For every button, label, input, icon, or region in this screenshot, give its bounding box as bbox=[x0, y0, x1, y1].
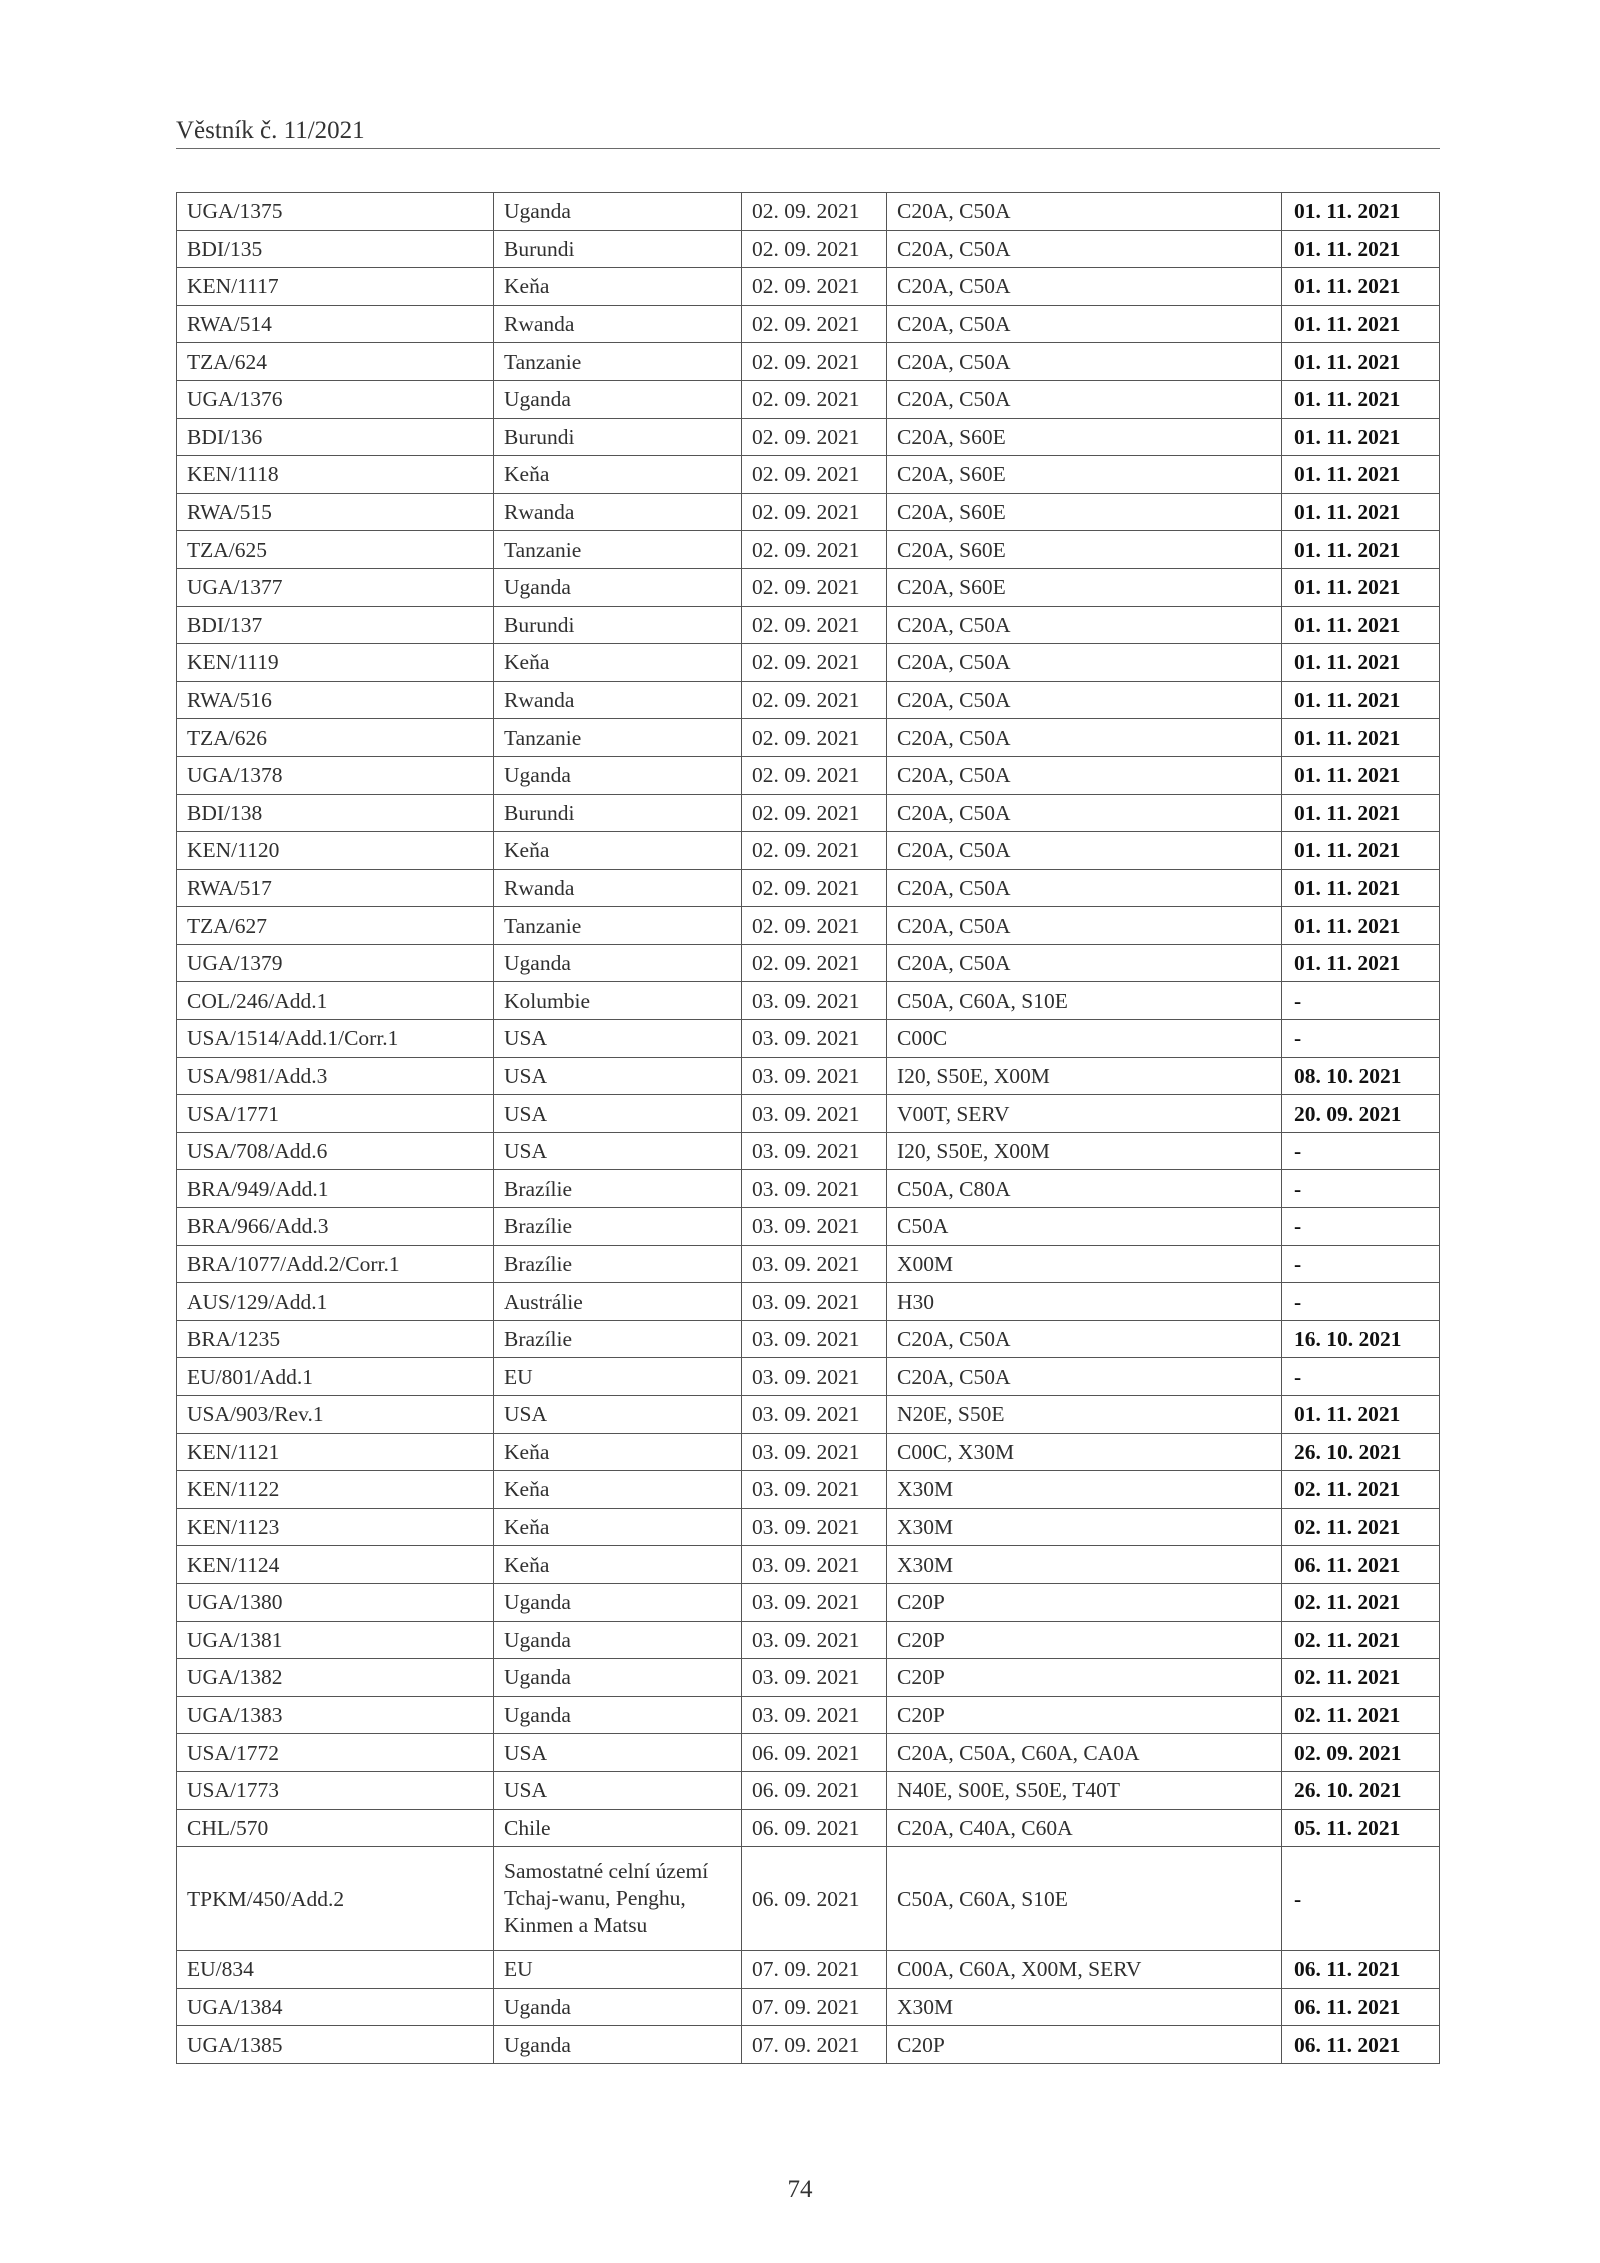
table-row bbox=[177, 1057, 1440, 1095]
country-cell: Uganda bbox=[494, 1696, 742, 1734]
category-code-cell: C20P bbox=[887, 1659, 1282, 1697]
category-code-cell: C50A, C60A, S10E bbox=[887, 1847, 1282, 1951]
category-code-cell: C20A, C50A bbox=[887, 756, 1282, 794]
country-cell: Keňa bbox=[494, 268, 742, 306]
page-number: 74 bbox=[787, 2176, 813, 2203]
notification-date-cell: 03. 09. 2021 bbox=[742, 1583, 887, 1621]
table-row bbox=[177, 1020, 1440, 1058]
category-code-cell: V00T, SERV bbox=[887, 1095, 1282, 1133]
table-row bbox=[177, 531, 1440, 569]
category-code-cell: C50A bbox=[887, 1208, 1282, 1246]
document-code-cell: KEN/1123 bbox=[177, 1508, 494, 1546]
document-code-cell: TZA/624 bbox=[177, 343, 494, 381]
table-row bbox=[177, 944, 1440, 982]
table-row bbox=[177, 1771, 1440, 1809]
country-cell: Chile bbox=[494, 1809, 742, 1847]
document-code-cell: UGA/1380 bbox=[177, 1583, 494, 1621]
country-cell: Rwanda bbox=[494, 869, 742, 907]
comment-deadline-cell: - bbox=[1282, 1170, 1440, 1208]
country-cell: Samostatné celní území Tchaj-wanu, Penghu, Kinmen a Matsu bbox=[494, 1847, 742, 1951]
comment-deadline-cell: 01. 11. 2021 bbox=[1282, 418, 1440, 456]
table-row bbox=[177, 1659, 1440, 1697]
comment-deadline-cell: 01. 11. 2021 bbox=[1282, 794, 1440, 832]
category-code-cell: C50A, C60A, S10E bbox=[887, 982, 1282, 1020]
document-code-cell: USA/1514/Add.1/Corr.1 bbox=[177, 1020, 494, 1058]
document-code-cell: BRA/1235 bbox=[177, 1320, 494, 1358]
category-code-cell: I20, S50E, X00M bbox=[887, 1057, 1282, 1095]
country-cell: Keňa bbox=[494, 1471, 742, 1509]
country-cell: Keňa bbox=[494, 1546, 742, 1584]
country-cell: Keňa bbox=[494, 456, 742, 494]
table-row bbox=[177, 1508, 1440, 1546]
country-cell: Uganda bbox=[494, 193, 742, 231]
category-code-cell: C20P bbox=[887, 1621, 1282, 1659]
table-row bbox=[177, 719, 1440, 757]
comment-deadline-cell: 01. 11. 2021 bbox=[1282, 456, 1440, 494]
category-code-cell: X30M bbox=[887, 1988, 1282, 2026]
notification-date-cell: 03. 09. 2021 bbox=[742, 1471, 887, 1509]
category-code-cell: X30M bbox=[887, 1508, 1282, 1546]
country-cell: Tanzanie bbox=[494, 907, 742, 945]
table-row bbox=[177, 568, 1440, 606]
comment-deadline-cell: 01. 11. 2021 bbox=[1282, 230, 1440, 268]
table-row bbox=[177, 1734, 1440, 1772]
notification-date-cell: 03. 09. 2021 bbox=[742, 1546, 887, 1584]
table-row bbox=[177, 1320, 1440, 1358]
table-row bbox=[177, 1988, 1440, 2026]
comment-deadline-cell: 01. 11. 2021 bbox=[1282, 1396, 1440, 1434]
document-code-cell: UGA/1375 bbox=[177, 193, 494, 231]
comment-deadline-cell: - bbox=[1282, 1358, 1440, 1396]
table-row bbox=[177, 606, 1440, 644]
notification-date-cell: 07. 09. 2021 bbox=[742, 2026, 887, 2064]
table-row bbox=[177, 418, 1440, 456]
notification-date-cell: 03. 09. 2021 bbox=[742, 1696, 887, 1734]
category-code-cell: C00A, C60A, X00M, SERV bbox=[887, 1951, 1282, 1989]
notification-date-cell: 02. 09. 2021 bbox=[742, 343, 887, 381]
notification-date-cell: 02. 09. 2021 bbox=[742, 418, 887, 456]
notification-date-cell: 02. 09. 2021 bbox=[742, 907, 887, 945]
document-code-cell: UGA/1383 bbox=[177, 1696, 494, 1734]
comment-deadline-cell: 01. 11. 2021 bbox=[1282, 907, 1440, 945]
document-code-cell: BDI/136 bbox=[177, 418, 494, 456]
notification-date-cell: 02. 09. 2021 bbox=[742, 230, 887, 268]
notification-date-cell: 02. 09. 2021 bbox=[742, 380, 887, 418]
country-cell: USA bbox=[494, 1396, 742, 1434]
category-code-cell: C20A, C50A bbox=[887, 907, 1282, 945]
country-cell: Uganda bbox=[494, 1659, 742, 1697]
comment-deadline-cell: - bbox=[1282, 1132, 1440, 1170]
table-row bbox=[177, 982, 1440, 1020]
table-row bbox=[177, 1951, 1440, 1989]
comment-deadline-cell: 02. 09. 2021 bbox=[1282, 1734, 1440, 1772]
table-row bbox=[177, 869, 1440, 907]
document-code-cell: TZA/627 bbox=[177, 907, 494, 945]
category-code-cell: C00C bbox=[887, 1020, 1282, 1058]
category-code-cell: C20A, C50A bbox=[887, 1358, 1282, 1396]
country-cell: USA bbox=[494, 1132, 742, 1170]
notification-date-cell: 02. 09. 2021 bbox=[742, 531, 887, 569]
country-cell: Brazílie bbox=[494, 1208, 742, 1246]
notification-table-body bbox=[177, 193, 1440, 2064]
notification-date-cell: 03. 09. 2021 bbox=[742, 1283, 887, 1321]
category-code-cell: X00M bbox=[887, 1245, 1282, 1283]
document-code-cell: USA/708/Add.6 bbox=[177, 1132, 494, 1170]
category-code-cell: C00C, X30M bbox=[887, 1433, 1282, 1471]
comment-deadline-cell: 01. 11. 2021 bbox=[1282, 193, 1440, 231]
country-cell: Uganda bbox=[494, 756, 742, 794]
category-code-cell: C20A, C50A bbox=[887, 719, 1282, 757]
document-code-cell: TZA/625 bbox=[177, 531, 494, 569]
country-cell: USA bbox=[494, 1057, 742, 1095]
notification-date-cell: 02. 09. 2021 bbox=[742, 794, 887, 832]
comment-deadline-cell: 01. 11. 2021 bbox=[1282, 493, 1440, 531]
notification-date-cell: 03. 09. 2021 bbox=[742, 1659, 887, 1697]
document-code-cell: BDI/137 bbox=[177, 606, 494, 644]
notification-date-cell: 02. 09. 2021 bbox=[742, 681, 887, 719]
comment-deadline-cell: - bbox=[1282, 1245, 1440, 1283]
table-row bbox=[177, 1095, 1440, 1133]
country-cell: EU bbox=[494, 1951, 742, 1989]
table-row bbox=[177, 230, 1440, 268]
document-code-cell: UGA/1381 bbox=[177, 1621, 494, 1659]
category-code-cell: C20A, S60E bbox=[887, 418, 1282, 456]
document-code-cell: UGA/1384 bbox=[177, 1988, 494, 2026]
notification-date-cell: 02. 09. 2021 bbox=[742, 493, 887, 531]
document-code-cell: BDI/135 bbox=[177, 230, 494, 268]
country-cell: Rwanda bbox=[494, 305, 742, 343]
notification-date-cell: 02. 09. 2021 bbox=[742, 869, 887, 907]
country-cell: Brazílie bbox=[494, 1320, 742, 1358]
table-row bbox=[177, 305, 1440, 343]
category-code-cell: C20A, C50A bbox=[887, 230, 1282, 268]
country-cell: Burundi bbox=[494, 230, 742, 268]
notification-date-cell: 02. 09. 2021 bbox=[742, 832, 887, 870]
country-cell: Keňa bbox=[494, 1433, 742, 1471]
document-code-cell: BRA/1077/Add.2/Corr.1 bbox=[177, 1245, 494, 1283]
table-row bbox=[177, 1132, 1440, 1170]
table-row bbox=[177, 1847, 1440, 1951]
document-code-cell: EU/834 bbox=[177, 1951, 494, 1989]
notification-date-cell: 06. 09. 2021 bbox=[742, 1734, 887, 1772]
country-cell: Rwanda bbox=[494, 493, 742, 531]
notification-date-cell: 02. 09. 2021 bbox=[742, 456, 887, 494]
document-code-cell: USA/903/Rev.1 bbox=[177, 1396, 494, 1434]
notification-date-cell: 03. 09. 2021 bbox=[742, 982, 887, 1020]
category-code-cell: N20E, S50E bbox=[887, 1396, 1282, 1434]
comment-deadline-cell: 01. 11. 2021 bbox=[1282, 832, 1440, 870]
country-cell: Uganda bbox=[494, 568, 742, 606]
comment-deadline-cell: 02. 11. 2021 bbox=[1282, 1583, 1440, 1621]
comment-deadline-cell: 06. 11. 2021 bbox=[1282, 2026, 1440, 2064]
notification-date-cell: 06. 09. 2021 bbox=[742, 1847, 887, 1951]
notification-date-cell: 07. 09. 2021 bbox=[742, 1988, 887, 2026]
category-code-cell: C20A, C50A bbox=[887, 869, 1282, 907]
country-cell: USA bbox=[494, 1020, 742, 1058]
comment-deadline-cell: 02. 11. 2021 bbox=[1282, 1621, 1440, 1659]
comment-deadline-cell: - bbox=[1282, 1847, 1440, 1951]
category-code-cell: C20A, S60E bbox=[887, 456, 1282, 494]
table-row bbox=[177, 794, 1440, 832]
document-code-cell: KEN/1120 bbox=[177, 832, 494, 870]
country-cell: Austrálie bbox=[494, 1283, 742, 1321]
table-row bbox=[177, 193, 1440, 231]
notification-date-cell: 02. 09. 2021 bbox=[742, 606, 887, 644]
table-row bbox=[177, 2026, 1440, 2064]
category-code-cell: C20P bbox=[887, 1583, 1282, 1621]
comment-deadline-cell: 02. 11. 2021 bbox=[1282, 1508, 1440, 1546]
table-row bbox=[177, 1396, 1440, 1434]
category-code-cell: C20A, C50A bbox=[887, 832, 1282, 870]
notification-date-cell: 02. 09. 2021 bbox=[742, 944, 887, 982]
category-code-cell: I20, S50E, X00M bbox=[887, 1132, 1282, 1170]
notification-date-cell: 02. 09. 2021 bbox=[742, 305, 887, 343]
document-code-cell: KEN/1118 bbox=[177, 456, 494, 494]
country-cell: USA bbox=[494, 1771, 742, 1809]
notification-date-cell: 03. 09. 2021 bbox=[742, 1020, 887, 1058]
country-cell: Uganda bbox=[494, 1988, 742, 2026]
country-cell: Tanzanie bbox=[494, 531, 742, 569]
notification-date-cell: 03. 09. 2021 bbox=[742, 1320, 887, 1358]
document-code-cell: AUS/129/Add.1 bbox=[177, 1283, 494, 1321]
notification-date-cell: 03. 09. 2021 bbox=[742, 1132, 887, 1170]
comment-deadline-cell: 08. 10. 2021 bbox=[1282, 1057, 1440, 1095]
document-code-cell: USA/1772 bbox=[177, 1734, 494, 1772]
country-cell: Burundi bbox=[494, 606, 742, 644]
country-cell: EU bbox=[494, 1358, 742, 1396]
document-code-cell: EU/801/Add.1 bbox=[177, 1358, 494, 1396]
notification-date-cell: 02. 09. 2021 bbox=[742, 756, 887, 794]
comment-deadline-cell: 26. 10. 2021 bbox=[1282, 1771, 1440, 1809]
country-cell: Tanzanie bbox=[494, 719, 742, 757]
document-code-cell: USA/981/Add.3 bbox=[177, 1057, 494, 1095]
table-row bbox=[177, 1471, 1440, 1509]
document-code-cell: UGA/1382 bbox=[177, 1659, 494, 1697]
comment-deadline-cell: 06. 11. 2021 bbox=[1282, 1546, 1440, 1584]
comment-deadline-cell: 05. 11. 2021 bbox=[1282, 1809, 1440, 1847]
comment-deadline-cell: 01. 11. 2021 bbox=[1282, 568, 1440, 606]
category-code-cell: C20A, C50A, C60A, CA0A bbox=[887, 1734, 1282, 1772]
document-code-cell: BDI/138 bbox=[177, 794, 494, 832]
comment-deadline-cell: 01. 11. 2021 bbox=[1282, 343, 1440, 381]
comment-deadline-cell: - bbox=[1282, 1283, 1440, 1321]
country-cell: Uganda bbox=[494, 2026, 742, 2064]
notification-date-cell: 03. 09. 2021 bbox=[742, 1433, 887, 1471]
document-code-cell: KEN/1121 bbox=[177, 1433, 494, 1471]
table-row bbox=[177, 1245, 1440, 1283]
document-code-cell: TPKM/450/Add.2 bbox=[177, 1847, 494, 1951]
document-code-cell: UGA/1378 bbox=[177, 756, 494, 794]
table-row bbox=[177, 1546, 1440, 1584]
category-code-cell: C20A, C50A bbox=[887, 681, 1282, 719]
category-code-cell: C20A, C50A bbox=[887, 1320, 1282, 1358]
notification-date-cell: 03. 09. 2021 bbox=[742, 1621, 887, 1659]
comment-deadline-cell: 02. 11. 2021 bbox=[1282, 1659, 1440, 1697]
table-row bbox=[177, 380, 1440, 418]
notification-table bbox=[176, 192, 1440, 2064]
notification-date-cell: 03. 09. 2021 bbox=[742, 1245, 887, 1283]
category-code-cell: C20A, C50A bbox=[887, 606, 1282, 644]
document-code-cell: TZA/626 bbox=[177, 719, 494, 757]
country-cell: Uganda bbox=[494, 1621, 742, 1659]
notification-date-cell: 06. 09. 2021 bbox=[742, 1771, 887, 1809]
page-header bbox=[176, 112, 1440, 149]
table-row bbox=[177, 1433, 1440, 1471]
document-code-cell: COL/246/Add.1 bbox=[177, 982, 494, 1020]
document-code-cell: USA/1773 bbox=[177, 1771, 494, 1809]
category-code-cell: X30M bbox=[887, 1471, 1282, 1509]
category-code-cell: C20A, S60E bbox=[887, 568, 1282, 606]
table-row bbox=[177, 1621, 1440, 1659]
comment-deadline-cell: 01. 11. 2021 bbox=[1282, 268, 1440, 306]
table-row bbox=[177, 1358, 1440, 1396]
comment-deadline-cell: 20. 09. 2021 bbox=[1282, 1095, 1440, 1133]
country-cell: Burundi bbox=[494, 418, 742, 456]
document-code-cell: CHL/570 bbox=[177, 1809, 494, 1847]
document-code-cell: UGA/1377 bbox=[177, 568, 494, 606]
country-cell: Burundi bbox=[494, 794, 742, 832]
comment-deadline-cell: 01. 11. 2021 bbox=[1282, 305, 1440, 343]
notification-date-cell: 02. 09. 2021 bbox=[742, 644, 887, 682]
table-row bbox=[177, 1283, 1440, 1321]
comment-deadline-cell: 01. 11. 2021 bbox=[1282, 944, 1440, 982]
notification-date-cell: 02. 09. 2021 bbox=[742, 568, 887, 606]
document-code-cell: BRA/966/Add.3 bbox=[177, 1208, 494, 1246]
comment-deadline-cell: 26. 10. 2021 bbox=[1282, 1433, 1440, 1471]
country-cell: Uganda bbox=[494, 380, 742, 418]
country-cell: Uganda bbox=[494, 1583, 742, 1621]
table-row bbox=[177, 756, 1440, 794]
notification-date-cell: 02. 09. 2021 bbox=[742, 719, 887, 757]
document-code-cell: USA/1771 bbox=[177, 1095, 494, 1133]
category-code-cell: C20A, C50A bbox=[887, 343, 1282, 381]
comment-deadline-cell: 02. 11. 2021 bbox=[1282, 1471, 1440, 1509]
document-code-cell: UGA/1379 bbox=[177, 944, 494, 982]
document-code-cell: UGA/1376 bbox=[177, 380, 494, 418]
category-code-cell: H30 bbox=[887, 1283, 1282, 1321]
category-code-cell: C20A, C50A bbox=[887, 944, 1282, 982]
notification-date-cell: 02. 09. 2021 bbox=[742, 268, 887, 306]
category-code-cell: C50A, C80A bbox=[887, 1170, 1282, 1208]
country-cell: Kolumbie bbox=[494, 982, 742, 1020]
category-code-cell: N40E, S00E, S50E, T40T bbox=[887, 1771, 1282, 1809]
table-row bbox=[177, 1583, 1440, 1621]
country-cell: USA bbox=[494, 1095, 742, 1133]
category-code-cell: C20A, C50A bbox=[887, 644, 1282, 682]
category-code-cell: C20A, C50A bbox=[887, 305, 1282, 343]
notification-date-cell: 02. 09. 2021 bbox=[742, 193, 887, 231]
comment-deadline-cell: 01. 11. 2021 bbox=[1282, 869, 1440, 907]
comment-deadline-cell: - bbox=[1282, 1020, 1440, 1058]
comment-deadline-cell: 16. 10. 2021 bbox=[1282, 1320, 1440, 1358]
category-code-cell: C20A, C50A bbox=[887, 794, 1282, 832]
comment-deadline-cell: 01. 11. 2021 bbox=[1282, 644, 1440, 682]
table-row bbox=[177, 644, 1440, 682]
comment-deadline-cell: 01. 11. 2021 bbox=[1282, 380, 1440, 418]
notification-date-cell: 06. 09. 2021 bbox=[742, 1809, 887, 1847]
notification-date-cell: 03. 09. 2021 bbox=[742, 1508, 887, 1546]
notification-date-cell: 03. 09. 2021 bbox=[742, 1208, 887, 1246]
document-code-cell: RWA/516 bbox=[177, 681, 494, 719]
comment-deadline-cell: 01. 11. 2021 bbox=[1282, 606, 1440, 644]
country-cell: Uganda bbox=[494, 944, 742, 982]
table-row bbox=[177, 343, 1440, 381]
comment-deadline-cell: 01. 11. 2021 bbox=[1282, 681, 1440, 719]
country-cell: Tanzanie bbox=[494, 343, 742, 381]
publication-title: Věstník č. 11/2021 bbox=[176, 117, 365, 144]
notification-date-cell: 03. 09. 2021 bbox=[742, 1358, 887, 1396]
table-row bbox=[177, 456, 1440, 494]
category-code-cell: C20A, S60E bbox=[887, 531, 1282, 569]
category-code-cell: C20P bbox=[887, 2026, 1282, 2064]
table-row bbox=[177, 832, 1440, 870]
category-code-cell: C20A, C50A bbox=[887, 193, 1282, 231]
country-cell: Brazílie bbox=[494, 1245, 742, 1283]
document-code-cell: UGA/1385 bbox=[177, 2026, 494, 2064]
country-cell: USA bbox=[494, 1734, 742, 1772]
comment-deadline-cell: - bbox=[1282, 1208, 1440, 1246]
table-row bbox=[177, 907, 1440, 945]
category-code-cell: C20A, S60E bbox=[887, 493, 1282, 531]
notification-date-cell: 07. 09. 2021 bbox=[742, 1951, 887, 1989]
country-cell: Brazílie bbox=[494, 1170, 742, 1208]
table-row bbox=[177, 1809, 1440, 1847]
table-row bbox=[177, 1696, 1440, 1734]
document-code-cell: RWA/514 bbox=[177, 305, 494, 343]
comment-deadline-cell: 01. 11. 2021 bbox=[1282, 756, 1440, 794]
table-row bbox=[177, 681, 1440, 719]
table-row bbox=[177, 268, 1440, 306]
document-code-cell: BRA/949/Add.1 bbox=[177, 1170, 494, 1208]
table-row bbox=[177, 1208, 1440, 1246]
document-code-cell: KEN/1124 bbox=[177, 1546, 494, 1584]
document-code-cell: RWA/515 bbox=[177, 493, 494, 531]
table-row bbox=[177, 493, 1440, 531]
comment-deadline-cell: 01. 11. 2021 bbox=[1282, 719, 1440, 757]
country-cell: Rwanda bbox=[494, 681, 742, 719]
notification-date-cell: 03. 09. 2021 bbox=[742, 1170, 887, 1208]
table-row bbox=[177, 1170, 1440, 1208]
category-code-cell: C20A, C40A, C60A bbox=[887, 1809, 1282, 1847]
country-cell: Keňa bbox=[494, 832, 742, 870]
document-code-cell: KEN/1119 bbox=[177, 644, 494, 682]
category-code-cell: X30M bbox=[887, 1546, 1282, 1584]
category-code-cell: C20P bbox=[887, 1696, 1282, 1734]
country-cell: Keňa bbox=[494, 1508, 742, 1546]
country-cell: Keňa bbox=[494, 644, 742, 682]
comment-deadline-cell: 02. 11. 2021 bbox=[1282, 1696, 1440, 1734]
notification-date-cell: 03. 09. 2021 bbox=[742, 1396, 887, 1434]
document-code-cell: KEN/1122 bbox=[177, 1471, 494, 1509]
notification-date-cell: 03. 09. 2021 bbox=[742, 1057, 887, 1095]
comment-deadline-cell: 01. 11. 2021 bbox=[1282, 531, 1440, 569]
category-code-cell: C20A, C50A bbox=[887, 268, 1282, 306]
document-code-cell: RWA/517 bbox=[177, 869, 494, 907]
document-code-cell: KEN/1117 bbox=[177, 268, 494, 306]
comment-deadline-cell: - bbox=[1282, 982, 1440, 1020]
category-code-cell: C20A, C50A bbox=[887, 380, 1282, 418]
comment-deadline-cell: 06. 11. 2021 bbox=[1282, 1988, 1440, 2026]
notification-date-cell: 03. 09. 2021 bbox=[742, 1095, 887, 1133]
comment-deadline-cell: 06. 11. 2021 bbox=[1282, 1951, 1440, 1989]
